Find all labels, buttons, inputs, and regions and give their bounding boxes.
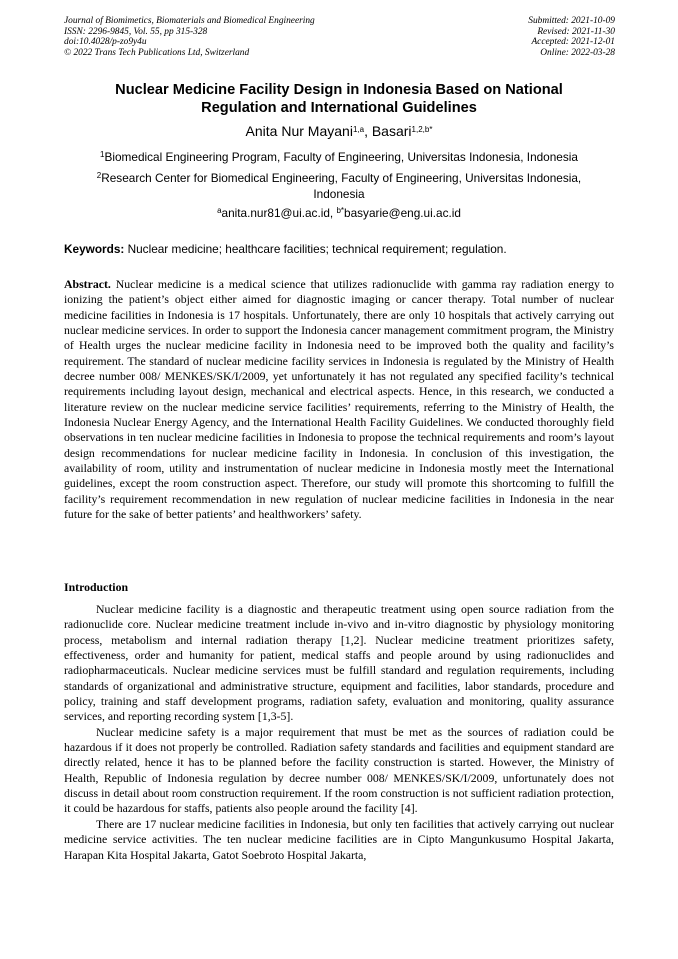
author-2-name: Basari xyxy=(371,123,412,139)
intro-paragraph-3: There are 17 nuclear medicine facilities in Indonesia, but only ten facilities that actively carrying out nuclear medicine service activities. The ten nuclear medicine facilities are in Cipto Mangunkusumo Hospital Jakarta, Harapan Kita Hospital Jakarta, Gatot Soebroto Hospital Jakarta, xyxy=(64,816,614,862)
title-line-2: Regulation and International Guidelines xyxy=(201,99,477,116)
keywords-label: Keywords: xyxy=(64,242,125,256)
affiliation-2-text-cont: Indonesia xyxy=(313,187,365,201)
author-separator: , xyxy=(364,123,372,139)
affiliation-2 xyxy=(64,170,614,202)
issn-line: ISSN: 2296-9845, Vol. 55, pp 315-328 xyxy=(64,26,208,37)
email-b-marker: b* xyxy=(336,206,345,215)
abstract-section xyxy=(64,277,614,523)
revised-date: Revised: 2021-11-30 xyxy=(537,26,615,37)
author-list xyxy=(64,122,614,140)
keywords-text: Nuclear medicine; healthcare facilities; technical requirement; regulation. xyxy=(124,242,507,256)
keywords-section xyxy=(64,241,614,257)
author-1-affiliation-marker: 1,a xyxy=(352,125,365,134)
intro-paragraph-2: Nuclear medicine safety is a major requirement that must be met as the sources of radiation could be hazardous if it does not properly be controlled. Radiation safety standards and facilities and equipment standard are directly related, hence it has to be planned before the facility construction is started. However, the Ministry of Health, Republic of Indonesia regulation by decree number 008/ MENKES/SK/I/2009, unfortunately does not discuss in detail about room construction requirement. If the room construction is not sufficient radiation protection, it could be hazardous for staffs, patients also people around the facility [4]. xyxy=(64,724,614,816)
abstract-label: Abstract. xyxy=(64,277,111,291)
affiliation-2-text: Research Center for Biomedical Engineering, Faculty of Engineering, Universitas Indonesia, xyxy=(101,171,582,185)
title-line-1: Nuclear Medicine Facility Design in Indonesia Based on National xyxy=(115,82,563,98)
email-a: anita.nur81@ui.ac.id, xyxy=(221,206,337,220)
intro-paragraph-1: Nuclear medicine facility is a diagnostic and therapeutic treatment using open source radiation from the radionuclide core. Nuclear medicine treatment include in-vivo and in-vitro diagnostic by physiology monitoring process, metabolism and internal radiation therapy [1,2]. Nuclear medicine treatment prioritizes safety, effectiveness, order and humanity for patient, medical staffs and people around by using radionuclides and radiopharmaceuticals. Nuclear medicine services must be fulfill standard and regulation requirements, including standards of organizational and administrative structure, equipment and facilities, labor standards, procedure and policy, training and staff development programs, radiation safety, evaluation and monitoring, quality assurance services, and reporting recording system [1,3-5]. xyxy=(64,602,614,724)
submitted-date: Submitted: 2021-10-09 xyxy=(528,16,615,26)
accepted-date: Accepted: 2021-12-01 xyxy=(531,37,615,48)
affiliation-1-marker: 1 xyxy=(100,150,105,159)
publication-dates xyxy=(528,16,615,58)
introduction-heading: Introduction xyxy=(64,580,129,594)
affiliation-1 xyxy=(64,149,614,165)
affiliation-1-text: Biomedical Engineering Program, Faculty of Engineering, Universitas Indonesia, Indonesia xyxy=(104,150,578,164)
copyright-line: © 2022 Trans Tech Publications Ltd, Switzerland xyxy=(64,47,250,58)
journal-name: Journal of Biomimetics, Biomaterials and Biomedical Engineering xyxy=(64,16,315,26)
email-b: basyarie@eng.ui.ac.id xyxy=(344,206,461,220)
abstract-text: Nuclear medicine is a medical science that utilizes radionuclide with gamma ray radiation energy to ionizing the patient’s object either aimed for diagnostic imaging or cancer therapy. Total number of nuclear medicine facilities in Indonesia is 17 hospitals. Unfortunately, there are only 10 hospitals that actively carrying out nuclear medicine services. In order to support the Indonesia cancer management commitment program, the Ministry of Health urges the nuclear medicine facility in Indonesia need to be improved both the quality and facility’s requirement. The standard of nuclear medicine facility services in Indonesia is regulated by the Ministry of Health decree number 008/ MENKES/SK/I/2009, yet unfortunately it has not regulated any specified facility’s technical requirements including layout design, mechanical and electrical aspects. Hence, in this research, we conducted a literature review on the nuclear medicine service facilities’ requirements, referring to the Ministry of Health, the Indonesia Nuclear Energy Agency, and the International Health Facility Guidelines. We conducted thoroughly field observations in ten nuclear medicine facilities in Indonesia to propose the technical requirements and room’s layout design recommendations for nuclear medicine facility in Indonesia. In conclusion of this investigation, the availability of room, utility and instrumentation of nuclear medicine in Indonesia mostly meet the International guidelines, except the room construction aspect. Therefore, our study will promote this shortcoming to fulfill the facility’s requirement recommendation in new regulation of nuclear medicine facilities in Indonesia in the near future for the sake of better patients’ and healthworkers’ safety. xyxy=(64,277,614,522)
affiliation-2-marker: 2 xyxy=(96,171,102,180)
online-date: Online: 2022-03-28 xyxy=(540,47,615,58)
email-a-marker: a xyxy=(217,206,222,215)
author-1-name: Anita Nur Mayani xyxy=(245,123,353,139)
author-2-affiliation-marker: 1,2,b* xyxy=(411,125,433,134)
doi-line: doi:10.4028/p-zo9y4u xyxy=(64,37,147,48)
journal-info xyxy=(64,16,315,58)
introduction-body xyxy=(64,602,614,863)
author-emails xyxy=(64,205,614,221)
paper-title xyxy=(64,82,614,117)
